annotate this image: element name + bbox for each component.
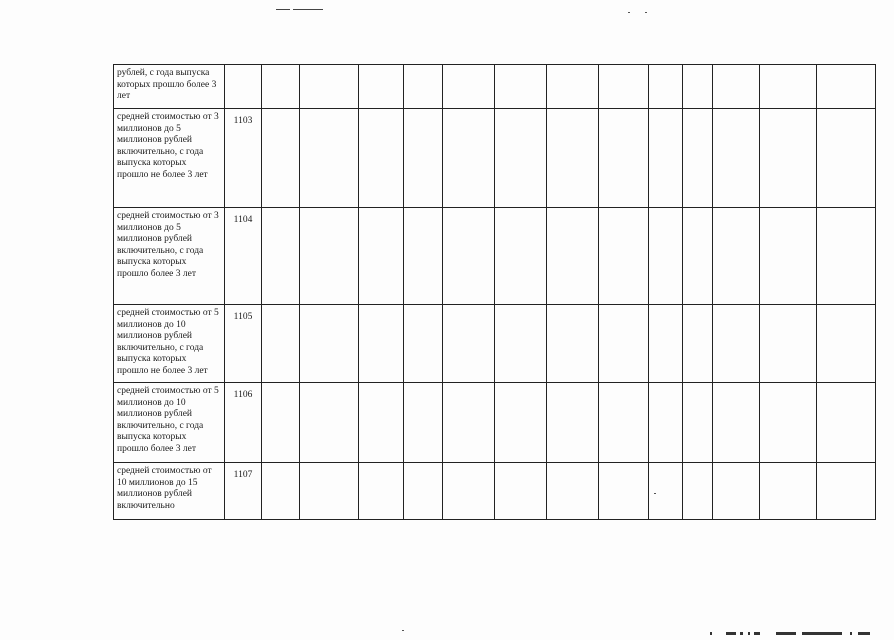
empty-cell <box>760 305 817 383</box>
empty-cell <box>443 305 495 383</box>
empty-cell <box>817 305 876 383</box>
scan-artifact <box>645 12 647 13</box>
empty-cell <box>404 65 443 109</box>
empty-cell <box>649 305 683 383</box>
scan-artifact <box>628 12 630 13</box>
empty-cell <box>760 208 817 305</box>
empty-cell <box>495 383 547 463</box>
row-code: 1104 <box>225 208 262 305</box>
row-code: 1105 <box>225 305 262 383</box>
empty-cell <box>649 463 683 520</box>
scan-artifact <box>654 493 656 494</box>
empty-cell <box>713 65 760 109</box>
empty-cell <box>443 463 495 520</box>
empty-cell <box>547 208 599 305</box>
empty-cell <box>599 305 649 383</box>
empty-cell <box>599 383 649 463</box>
row-code: 1103 <box>225 109 262 208</box>
empty-cell <box>262 305 300 383</box>
empty-cell <box>443 109 495 208</box>
empty-cell <box>599 208 649 305</box>
empty-cell <box>404 109 443 208</box>
row-code <box>225 65 262 109</box>
empty-cell <box>683 109 713 208</box>
empty-cell <box>649 109 683 208</box>
empty-cell <box>359 208 404 305</box>
table-row <box>114 109 876 208</box>
empty-cell <box>760 463 817 520</box>
empty-cell <box>359 65 404 109</box>
scan-artifact <box>293 9 323 10</box>
empty-cell <box>300 305 359 383</box>
empty-cell <box>443 383 495 463</box>
empty-cell <box>495 463 547 520</box>
table-row <box>114 383 876 463</box>
empty-cell <box>262 463 300 520</box>
empty-cell <box>262 109 300 208</box>
row-description: средней стоимостью от 5 миллионов до 10 миллионов рублей включительно, с года выпуска которых прошло более 3 лет <box>114 383 225 463</box>
empty-cell <box>359 109 404 208</box>
empty-cell <box>359 305 404 383</box>
empty-cell <box>713 305 760 383</box>
scan-footer-artifact <box>710 631 870 637</box>
empty-cell <box>649 208 683 305</box>
row-code: 1106 <box>225 383 262 463</box>
empty-cell <box>547 65 599 109</box>
empty-cell <box>683 463 713 520</box>
empty-cell <box>817 383 876 463</box>
empty-cell <box>713 109 760 208</box>
empty-cell <box>262 65 300 109</box>
empty-cell <box>817 463 876 520</box>
empty-cell <box>404 305 443 383</box>
empty-cell <box>547 383 599 463</box>
empty-cell <box>300 109 359 208</box>
empty-cell <box>713 383 760 463</box>
table-row <box>114 305 876 383</box>
empty-cell <box>599 109 649 208</box>
empty-cell <box>262 208 300 305</box>
empty-cell <box>404 463 443 520</box>
row-description: средней стоимостью от 3 миллионов до 5 миллионов рублей включительно, с года выпуска которых прошло более 3 лет <box>114 208 225 305</box>
empty-cell <box>599 65 649 109</box>
empty-cell <box>359 463 404 520</box>
empty-cell <box>359 383 404 463</box>
row-code: 1107 <box>225 463 262 520</box>
empty-cell <box>683 65 713 109</box>
empty-cell <box>495 109 547 208</box>
empty-cell <box>713 463 760 520</box>
empty-cell <box>495 65 547 109</box>
empty-cell <box>817 109 876 208</box>
scan-artifact <box>402 630 404 631</box>
empty-cell <box>649 383 683 463</box>
empty-cell <box>547 305 599 383</box>
empty-cell <box>649 65 683 109</box>
table-row <box>114 65 876 109</box>
empty-cell <box>300 383 359 463</box>
empty-cell <box>817 65 876 109</box>
empty-cell <box>713 208 760 305</box>
empty-cell <box>683 383 713 463</box>
table-row <box>114 208 876 305</box>
scan-artifact <box>276 9 290 10</box>
empty-cell <box>443 208 495 305</box>
empty-cell <box>599 463 649 520</box>
form-table <box>113 64 876 520</box>
empty-cell <box>404 383 443 463</box>
empty-cell <box>443 65 495 109</box>
empty-cell <box>495 208 547 305</box>
row-description: средней стоимостью от 3 миллионов до 5 миллионов рублей включительно, с года выпуска которых прошло не более 3 лет <box>114 109 225 208</box>
empty-cell <box>300 208 359 305</box>
empty-cell <box>760 383 817 463</box>
row-description: средней стоимостью от 5 миллионов до 10 миллионов рублей включительно, с года выпуска которых прошло не более 3 лет <box>114 305 225 383</box>
row-description: средней стоимостью от 10 миллионов до 15 миллионов рублей включительно <box>114 463 225 520</box>
empty-cell <box>760 109 817 208</box>
empty-cell <box>495 305 547 383</box>
empty-cell <box>404 208 443 305</box>
table-row <box>114 463 876 520</box>
empty-cell <box>547 109 599 208</box>
empty-cell <box>683 305 713 383</box>
empty-cell <box>300 463 359 520</box>
empty-cell <box>817 208 876 305</box>
empty-cell <box>547 463 599 520</box>
empty-cell <box>300 65 359 109</box>
row-description: рублей, с года выпуска которых прошло более 3 лет <box>114 65 225 109</box>
empty-cell <box>262 383 300 463</box>
empty-cell <box>683 208 713 305</box>
empty-cell <box>760 65 817 109</box>
